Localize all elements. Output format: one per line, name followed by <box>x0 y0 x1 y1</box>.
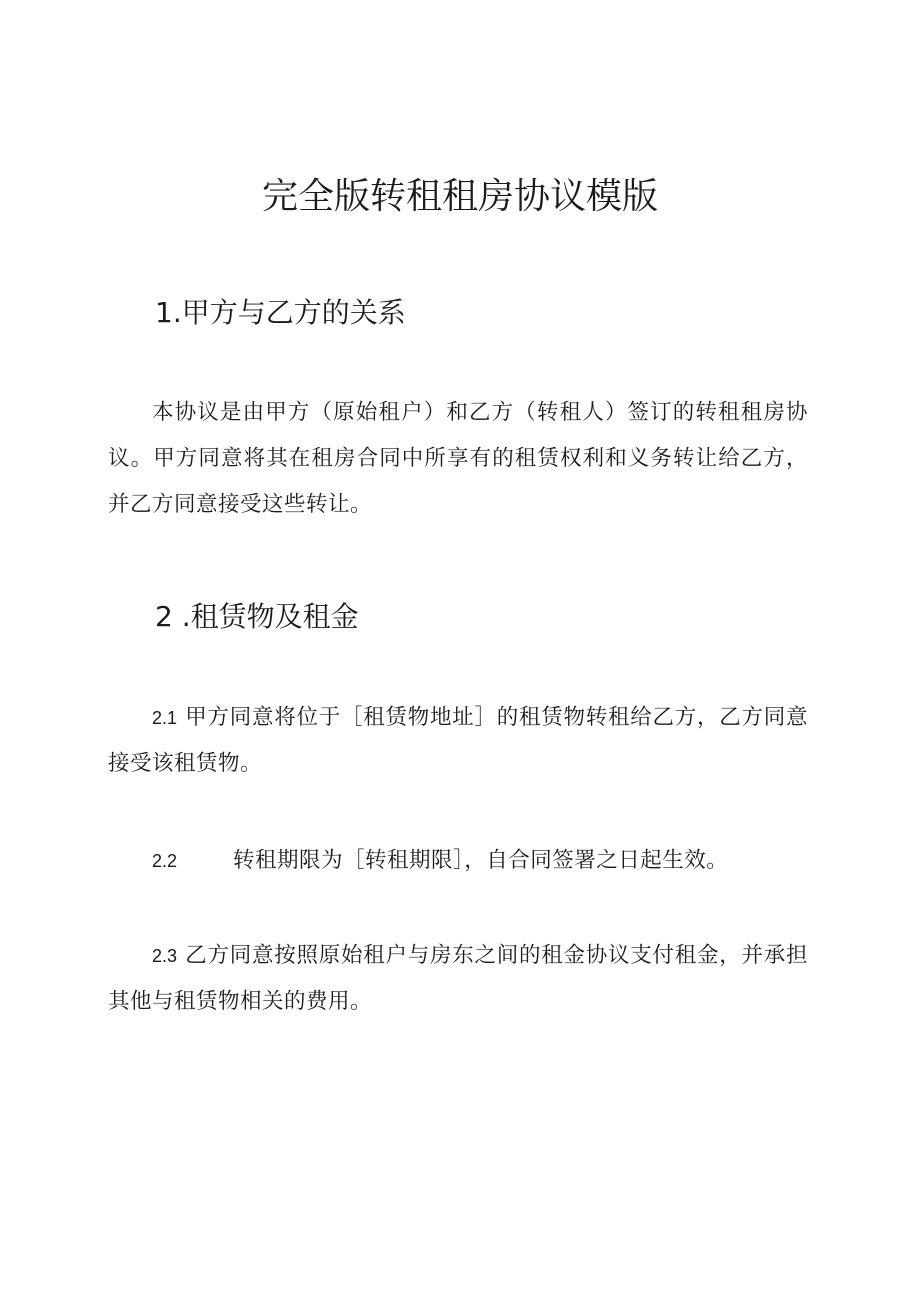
clause-number: 2.2 <box>152 851 178 871</box>
section-heading-1: 1.甲方与乙方的关系 <box>155 296 406 329</box>
clause-2-3 <box>108 933 808 1025</box>
clause-number: 2.1 <box>152 708 178 728</box>
document-title: 完全版转租租房协议模版 <box>261 176 658 217</box>
clause-number: 2.3 <box>152 946 178 966</box>
clause-text: 甲方同意将位于［租赁物地址］的租赁物转租给乙方，乙方同意接受该租赁物。 <box>108 705 808 776</box>
section-1-paragraph: 本协议是由甲方（原始租户）和乙方（转租人）签订的转租租房协议。甲方同意将其在租房合同中所享有的租赁权利和义务转让给乙方，并乙方同意接受这些转让。 <box>108 400 808 517</box>
clause-text: 转租期限为［转租期限］，自合同签署之日起生效。 <box>233 848 729 873</box>
clause-text: 乙方同意按照原始租户与房东之间的租金协议支付租金，并承担其他与租赁物相关的费用。 <box>108 943 808 1014</box>
section-heading-2: 2 .租赁物及租金 <box>155 600 359 633</box>
clause-2-1 <box>108 695 808 787</box>
clause-2-2 <box>108 838 808 884</box>
